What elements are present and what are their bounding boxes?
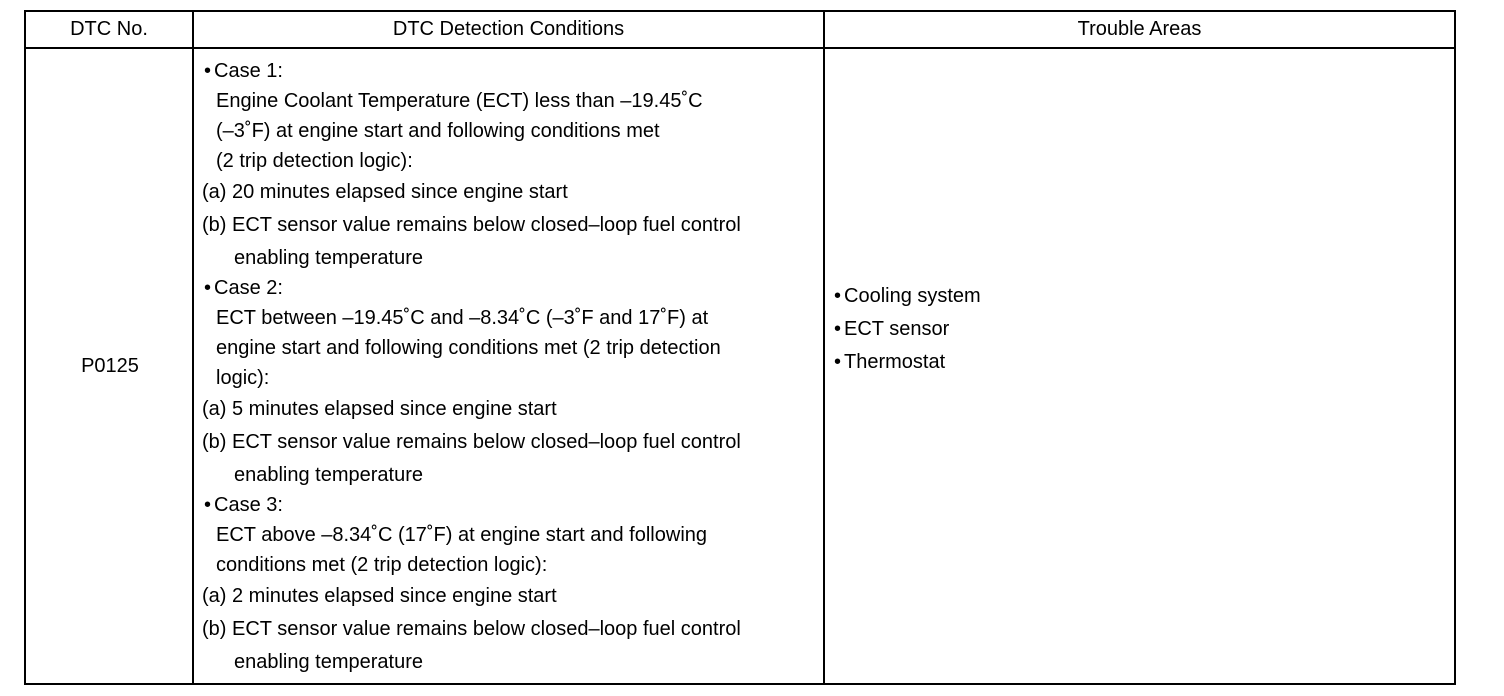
case-3-item-b-cont: enabling temperature [234, 651, 424, 673]
header-trouble-areas: Trouble Areas [1077, 18, 1202, 40]
bullet-icon: • [204, 494, 212, 516]
case-2-condition: logic): [216, 367, 270, 389]
case-2-condition: engine start and following conditions met (2 trip detection [216, 337, 721, 359]
trouble-areas-list [834, 280, 981, 379]
detection-conditions [202, 56, 822, 677]
bullet-icon: • [834, 318, 842, 340]
case-1-condition: (–3˚F) at engine start and following conditions met [216, 120, 660, 142]
trouble-area-item [834, 280, 981, 313]
column-divider [823, 12, 825, 683]
trouble-area-label: ECT sensor [844, 318, 950, 340]
case-3-condition: ECT above –8.34˚C (17˚F) at engine start and following [216, 524, 708, 546]
header-dtc-no: DTC No. [70, 18, 148, 40]
case-3-condition: conditions met (2 trip detection logic): [216, 554, 548, 576]
case-2-condition: ECT between –19.45˚C and –8.34˚C (–3˚F and 17˚F) at [216, 307, 709, 329]
bullet-icon: • [834, 285, 842, 307]
case-1-item-b-cont: enabling temperature [234, 247, 424, 269]
bullet-icon: • [204, 277, 212, 299]
bullet-icon: • [834, 351, 842, 373]
case-title: Case 2: [214, 277, 283, 299]
case-title: Case 1: [214, 60, 283, 82]
case-3-title-line [202, 490, 822, 520]
header-detection-conditions: DTC Detection Conditions [392, 18, 625, 40]
case-1-title-line [202, 56, 822, 86]
case-2-item-b-cont: enabling temperature [234, 464, 424, 486]
case-2-item-a: (a) 5 minutes elapsed since engine start [202, 398, 557, 420]
trouble-area-item [834, 346, 981, 379]
case-1-item-a: (a) 20 minutes elapsed since engine start [202, 181, 568, 203]
case-2-item-b: (b) ECT sensor value remains below closed–loop fuel control [202, 431, 741, 453]
case-2-title-line [202, 273, 822, 303]
case-3-item-b: (b) ECT sensor value remains below closed–loop fuel control [202, 618, 741, 640]
case-3-item-a: (a) 2 minutes elapsed since engine start [202, 585, 557, 607]
case-1-condition: (2 trip detection logic): [216, 150, 413, 172]
dtc-code: P0125 [81, 354, 139, 377]
trouble-area-label: Cooling system [844, 285, 981, 307]
case-title: Case 3: [214, 494, 283, 516]
header-divider [26, 47, 1454, 49]
case-1-condition: Engine Coolant Temperature (ECT) less than –19.45˚C [216, 90, 703, 112]
bullet-icon: • [204, 60, 212, 82]
case-1-item-b: (b) ECT sensor value remains below closed–loop fuel control [202, 214, 741, 236]
dtc-table [24, 10, 1456, 685]
trouble-area-item [834, 313, 981, 346]
trouble-area-label: Thermostat [844, 351, 946, 373]
